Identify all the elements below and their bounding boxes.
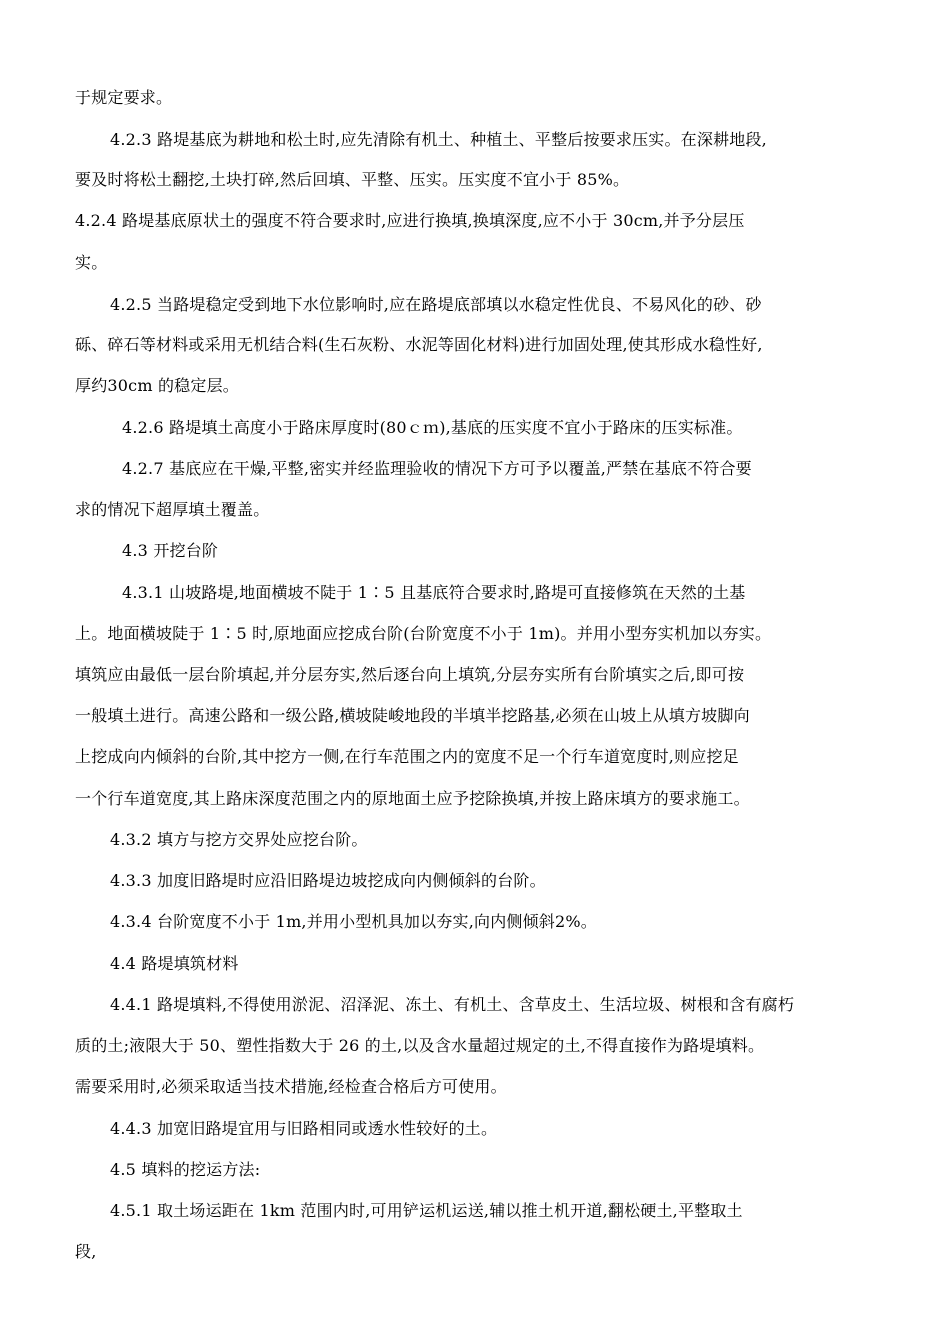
text-line: 4.2.6 路堤填土高度小于路床厚度时(80ｃｍ),基底的压实度不宜小于路床的压实标准。 (122, 418, 743, 437)
text-line: 质的土;液限大于 50、塑性指数大于 26 的土,以及含水量超过规定的土,不得直接作为路堤填料。 (75, 1036, 765, 1055)
text-line: 4.4 路堤填筑材料 (110, 954, 239, 973)
text-line: 厚约30cm 的稳定层。 (75, 376, 239, 395)
text-line: 要及时将松土翻挖,土块打碎,然后回填、平整、压实。压实度不宜小于 85%。 (75, 170, 630, 189)
text-line: 求的情况下超厚填土覆盖。 (75, 500, 270, 519)
text-line: 4.3.3 加度旧路堤时应沿旧路堤边坡挖成向内侧倾斜的台阶。 (110, 871, 546, 890)
text-line: 4.2.5 当路堤稳定受到地下水位影响时,应在路堤底部填以水稳定性优良、不易风化的砂、砂 (110, 295, 762, 314)
text-line: 4.4.3 加宽旧路堤宜用与旧路相同或透水性较好的土。 (110, 1119, 498, 1138)
text-line: 4.2.3 路堤基底为耕地和松土时,应先清除有机土、种植土、平整后按要求压实。在深耕地段, (110, 130, 767, 149)
text-line: 4.4.1 路堤填料,不得使用淤泥、沼泽泥、冻土、有机土、含草皮土、生活垃圾、树根和含有腐朽 (110, 995, 795, 1014)
text-line: 4.5 填料的挖运方法: (110, 1160, 261, 1179)
text-line: 4.3 开挖台阶 (122, 541, 219, 560)
text-line: 一般填土进行。高速公路和一级公路,横坡陡峻地段的半填半挖路基,必须在山坡上从填方坡脚向 (75, 706, 750, 725)
text-line: 段, (75, 1242, 97, 1261)
text-line: 4.3.2 填方与挖方交界处应挖台阶。 (110, 830, 368, 849)
text-line: 上。地面横坡陡于 1∶5 时,原地面应挖成台阶(台阶宽度不小于 1m)。并用小型夯实机加以夯实。 (75, 624, 772, 643)
text-line: 砾、碎石等材料或采用无机结合料(生石灰粉、水泥等固化材料)进行加固处理,使其形成水稳性好, (75, 335, 763, 354)
text-line: 需要采用时,必须采取适当技术措施,经检查合格后方可使用。 (75, 1077, 507, 1096)
text-line: 4.3.4 台阶宽度不小于 1m,并用小型机具加以夯实,向内侧倾斜2%。 (110, 912, 597, 931)
text-line: 4.2.7 基底应在干燥,平整,密实并经监理验收的情况下方可予以覆盖,严禁在基底不符合要 (122, 459, 752, 478)
text-line: 实。 (75, 253, 108, 272)
text-line: 4.5.1 取土场运距在 1km 范围内时,可用铲运机运送,辅以推土机开道,翻松硬土,平整取土 (110, 1201, 743, 1220)
text-line: 填筑应由最低一层台阶填起,并分层夯实,然后逐台向上填筑,分层夯实所有台阶填实之后,即可按 (75, 665, 745, 684)
text-line: 一个行车道宽度,其上路床深度范围之内的原地面土应予挖除换填,并按上路床填方的要求施工。 (75, 789, 750, 808)
text-line: 4.2.4 路堤基底原状土的强度不符合要求时,应进行换填,换填深度,应不小于 30cm,并予分层压 (75, 211, 745, 230)
text-line: 于规定要求。 (75, 88, 173, 107)
text-line: 上挖成向内倾斜的台阶,其中挖方一侧,在行车范围之内的宽度不足一个行车道宽度时,则应挖足 (75, 747, 739, 766)
text-line: 4.3.1 山坡路堤,地面横坡不陡于 1∶5 且基底符合要求时,路堤可直接修筑在天然的土基 (122, 583, 746, 602)
